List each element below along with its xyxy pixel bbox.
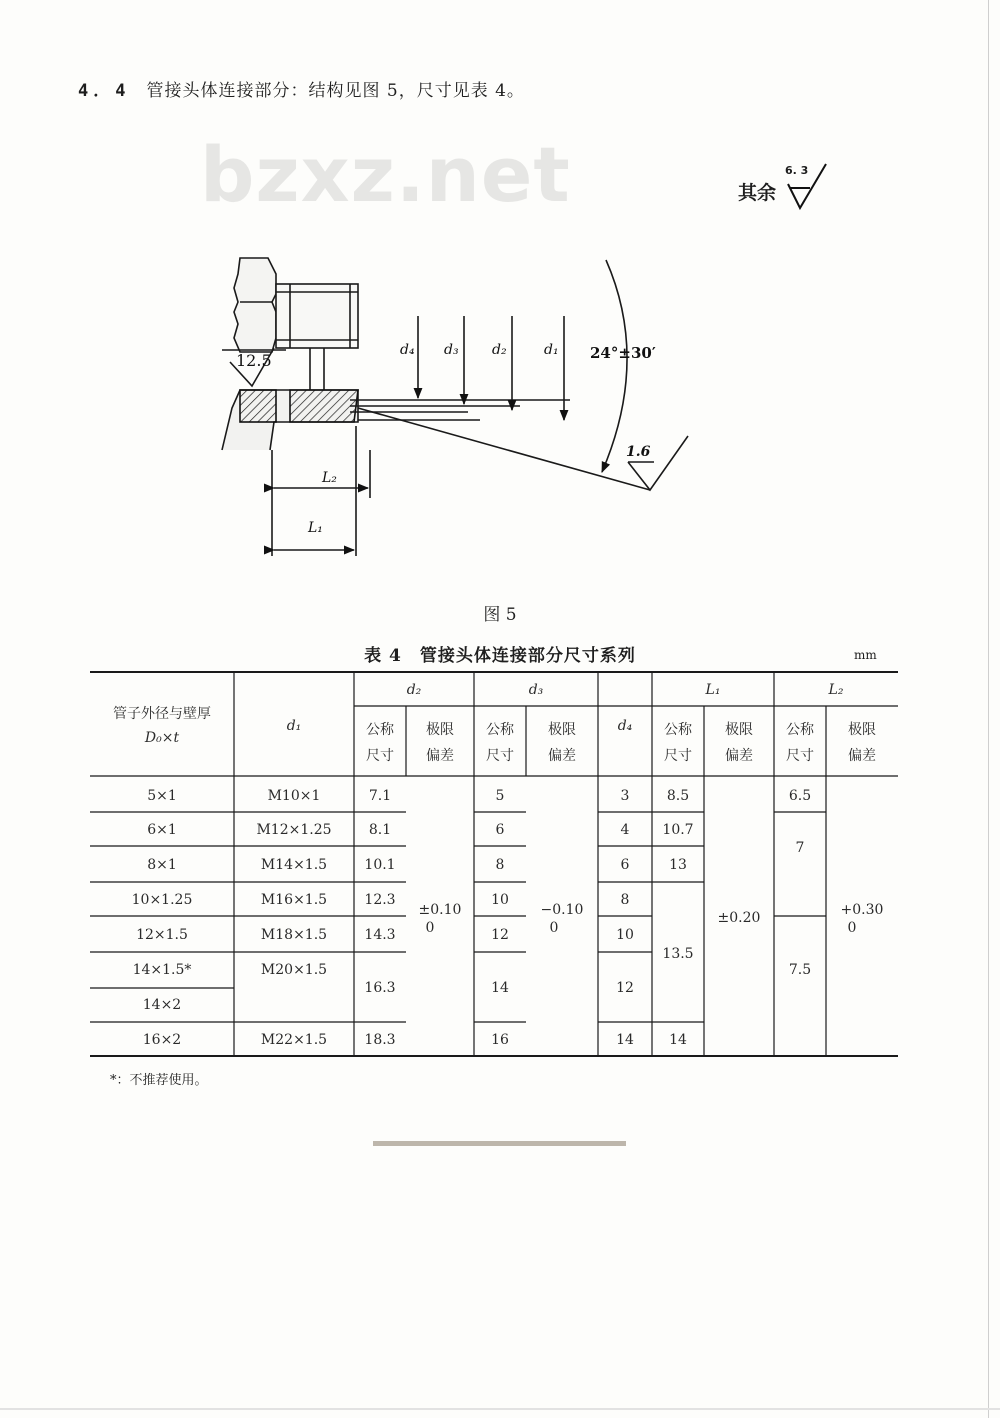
- row1-d3: 5: [495, 788, 505, 804]
- header-L2-limit-1: 极限: [848, 722, 876, 738]
- row1-L1: 8.5: [666, 788, 690, 804]
- tol-d3-upper: −0.10: [540, 902, 584, 918]
- header-d2-nominal-2: 尺寸: [366, 748, 394, 764]
- row8-L1: 14: [669, 1032, 687, 1048]
- row4-thread: M16×1.5: [260, 892, 328, 908]
- header-L2-limit-2: 偏差: [848, 748, 876, 764]
- row2-d3: 6: [495, 822, 505, 838]
- tol-d3-lower: 0: [549, 920, 559, 936]
- figure-5-drawing: [210, 240, 690, 570]
- row7-spec: 14×2: [142, 997, 182, 1013]
- header-d2-nominal-1: 公称: [366, 722, 394, 738]
- page-divider-bar: [373, 1141, 626, 1146]
- header-spec-line2: D₀×t: [144, 730, 180, 746]
- row5-d4: 10: [616, 927, 634, 943]
- row3-d2: 10.1: [364, 857, 396, 873]
- row4-d3: 10: [491, 892, 509, 908]
- page-edge: [988, 0, 989, 1418]
- row4-d2: 12.3: [364, 892, 396, 908]
- row8-d4: 14: [616, 1032, 634, 1048]
- row2-d2: 8.1: [368, 822, 392, 838]
- header-d1: d₁: [286, 718, 302, 734]
- roughness-1-6-label: 1.6: [626, 444, 651, 460]
- dim-d2-label: d₂: [492, 342, 507, 358]
- row3-thread: M14×1.5: [260, 857, 328, 873]
- table-footnote: *：不推荐使用。: [110, 1073, 208, 1088]
- table-title-text: 管接头体连接部分尺寸系列: [419, 646, 636, 666]
- merged-L2-rows5to8: 7.5: [788, 962, 812, 978]
- header-d4: d₄: [617, 718, 633, 734]
- row6-thread: M20×1.5: [260, 962, 328, 978]
- roughness-12-5-label: 12.5: [236, 351, 272, 370]
- header-L2: L₂: [828, 682, 844, 698]
- header-L1-nominal-1: 公称: [664, 722, 692, 738]
- header-L1-limit-2: 偏差: [725, 748, 753, 764]
- header-d3-nominal-2: 尺寸: [486, 748, 514, 764]
- watermark: bzxz.net: [200, 130, 571, 219]
- row5-thread: M18×1.5: [260, 927, 328, 943]
- surface-note-value: 6. 3: [785, 164, 809, 177]
- tol-L2-upper: +0.30: [840, 902, 884, 918]
- row2-L1: 10.7: [662, 822, 694, 838]
- table-number: 表 4: [364, 646, 402, 666]
- header-d2: d₂: [406, 682, 422, 698]
- row6-spec: 14×1.5*: [132, 962, 192, 978]
- dim-d4-label: d₄: [400, 342, 415, 358]
- row8-spec: 16×2: [142, 1032, 182, 1048]
- cone-angle-label: 24°±30′: [590, 344, 656, 362]
- header-d3-nominal-1: 公称: [486, 722, 514, 738]
- row8-thread: M22×1.5: [260, 1032, 328, 1048]
- row3-d4: 6: [620, 857, 630, 873]
- tol-d2-upper: ±0.10: [418, 902, 462, 918]
- row5-d3: 12: [491, 927, 509, 943]
- row8-d2: 18.3: [364, 1032, 396, 1048]
- tol-L1: ±0.20: [717, 910, 761, 926]
- row5-spec: 12×1.5: [136, 927, 188, 943]
- merged-L2-rows2to4: 7: [795, 840, 805, 856]
- row1-spec: 5×1: [147, 788, 177, 804]
- row5-d2: 14.3: [364, 927, 396, 943]
- section-heading: [78, 76, 525, 101]
- merged-d3-rows67: 14: [491, 980, 509, 996]
- merged-d4-rows67: 12: [616, 980, 634, 996]
- section-number: 4．4: [78, 81, 131, 101]
- table-unit: mm: [854, 648, 877, 662]
- row2-thread: M12×1.25: [256, 822, 332, 838]
- header-L2-nominal-2: 尺寸: [786, 748, 814, 764]
- row2-spec: 6×1: [147, 822, 177, 838]
- header-spec-line1: 管子外径与壁厚: [113, 706, 211, 722]
- header-L2-nominal-1: 公称: [786, 722, 814, 738]
- header-d3-limit-1: 极限: [548, 722, 576, 738]
- dim-L2-label: L₂: [322, 470, 337, 486]
- header-L1: L₁: [705, 682, 721, 698]
- header-d3: d₃: [528, 682, 544, 698]
- row2-d4: 4: [620, 822, 630, 838]
- dimension-table: [90, 670, 900, 1066]
- tol-L2-lower: 0: [847, 920, 857, 936]
- row1-d2: 7.1: [368, 788, 392, 804]
- table-title: [0, 641, 1000, 666]
- dimension-table-grid: [90, 670, 900, 1062]
- row3-L1: 13: [669, 857, 687, 873]
- header-L1-limit-1: 极限: [725, 722, 753, 738]
- header-L1-nominal-2: 尺寸: [664, 748, 692, 764]
- page-edge-bottom: [0, 1408, 1000, 1410]
- row1-thread: M10×1: [267, 788, 321, 804]
- dim-d3-label: d₃: [444, 342, 459, 358]
- figure-caption: 图 5: [483, 605, 517, 625]
- merged-L1-rows4to7: 13.5: [662, 946, 694, 962]
- row4-spec: 10×1.25: [131, 892, 193, 908]
- section-text: 管接头体连接部分：结构见图 5，尺寸见表 4。: [146, 81, 525, 101]
- surface-note-label: 其余: [738, 182, 777, 204]
- header-d2-limit-2: 偏差: [426, 748, 454, 764]
- row1-L2: 6.5: [788, 788, 812, 804]
- header-d2-limit-1: 极限: [426, 722, 454, 738]
- row8-d3: 16: [491, 1032, 509, 1048]
- header-d3-limit-2: 偏差: [548, 748, 576, 764]
- row4-d4: 8: [620, 892, 630, 908]
- dim-d1-label: d₁: [544, 342, 559, 358]
- dim-L1-label: L₁: [308, 520, 323, 536]
- tol-d2-lower: 0: [425, 920, 435, 936]
- row3-d3: 8: [495, 857, 505, 873]
- row1-d4: 3: [620, 788, 630, 804]
- row3-spec: 8×1: [147, 857, 177, 873]
- surface-roughness-note: [738, 160, 838, 220]
- merged-d2-rows67: 16.3: [364, 980, 396, 996]
